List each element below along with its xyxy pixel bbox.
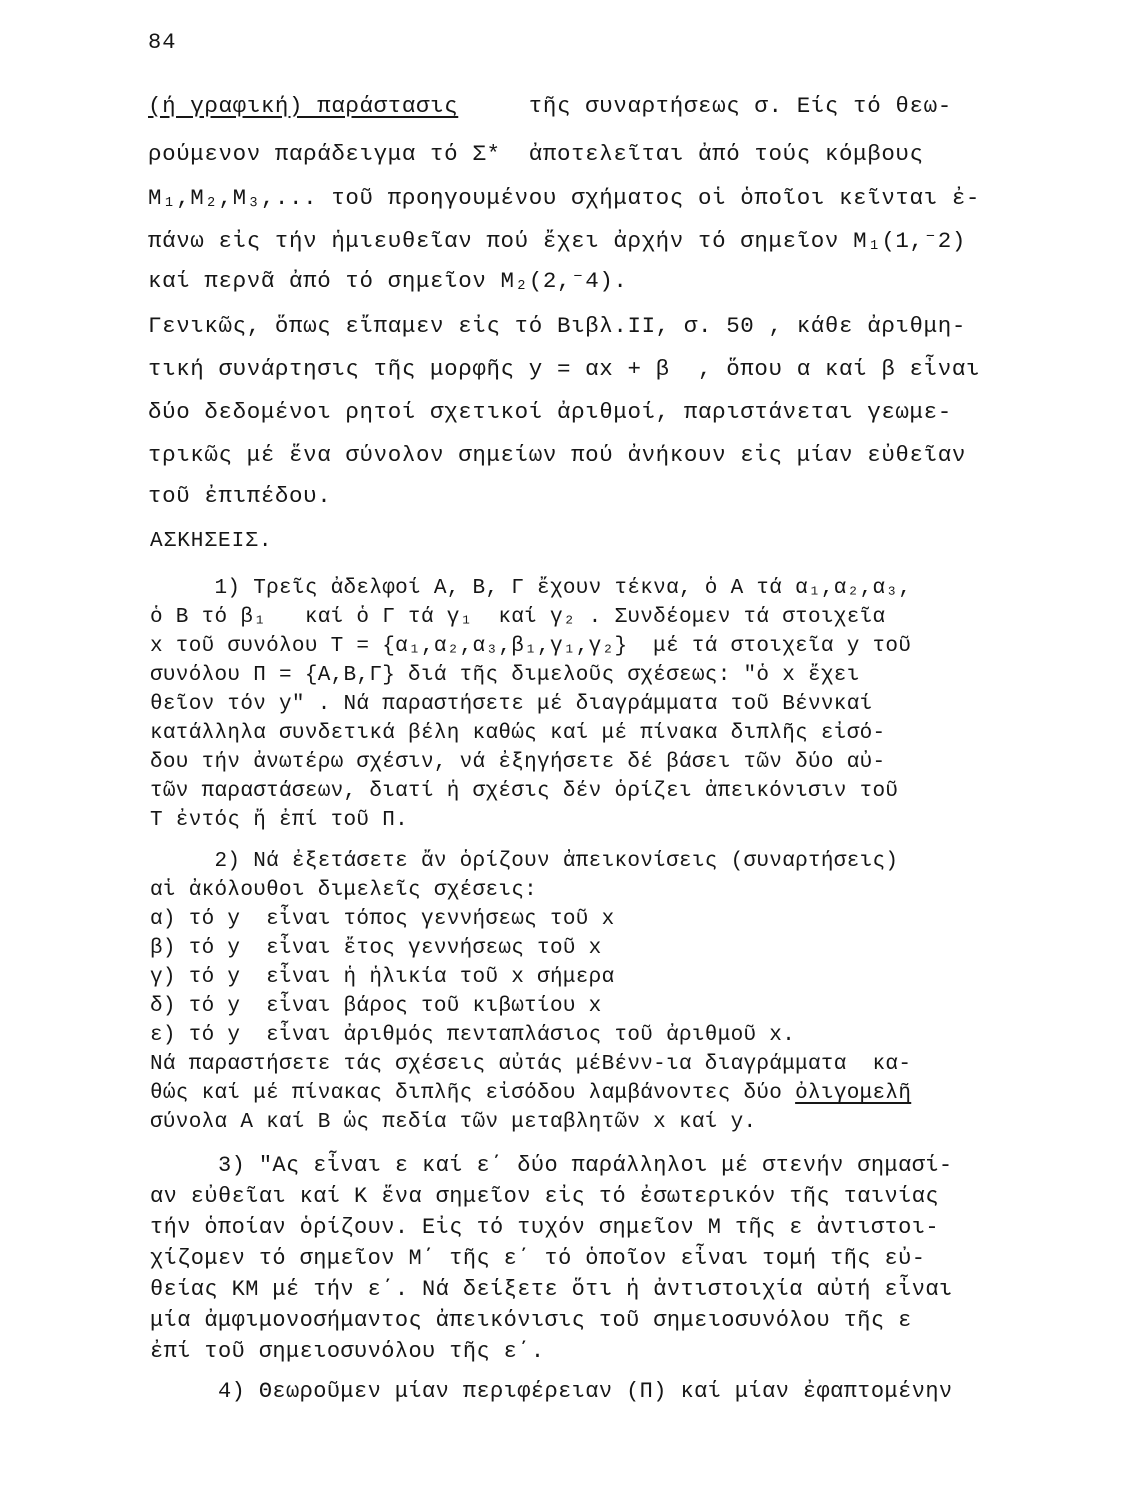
text-line: 1) Τρεῖς ἀδελφοί Α, Β, Γ ἔχουν τέκνα, ὁ Α τά α₁,α₂,α₃, — [150, 577, 912, 600]
text-line: τική συνάρτησις τῆς μορφῆς y = αx + β , ὅπου α καί β εἶναι — [148, 356, 981, 382]
text-line: x τοῦ συνόλου Τ = {α₁,α₂,α₃,β₁,γ₁,γ₂} μέ τά στοιχεῖα y τοῦ — [150, 635, 912, 658]
text-line: Γενικῶς, ὅπως εἴπαμεν εἰς τό Βιβλ.ΙΙ, σ. 50 , κάθε ἀριθμη- — [148, 313, 966, 339]
text-line: Τ ἐντός ἤ ἐπί τοῦ Π. — [150, 809, 409, 832]
text-line: πάνω εἰς τήν ἡμιευθεῖαν πού ἔχει ἀρχήν τό σημεῖον M₁(1,⁻2) — [148, 228, 966, 254]
underlined-word: ὀλιγομελῆ — [795, 1082, 912, 1105]
list-item: ε) τό y εἶναι ἀριθμός πενταπλάσιος τοῦ ἀριθμοῦ x. — [150, 1024, 796, 1047]
page-number: 84 — [148, 30, 177, 55]
text-line: ὁ Β τό β₁ καί ὁ Γ τά γ₁ καί γ₂ . Συνδέομεν τά στοιχεῖα — [150, 606, 886, 629]
text-line: Νά παραστήσετε τάς σχέσεις αὐτάς μέΒένν-ια διαγράμματα κα- — [150, 1053, 912, 1076]
list-item: γ) τό y εἶναι ἡ ἡλικία τοῦ x σήμερα — [150, 966, 615, 989]
text-line: θεῖον τόν y" . Νά παραστήσετε μέ διαγράμματα τοῦ Βέννκαί — [150, 693, 873, 716]
text-line: ἐπί τοῦ σημειοσυνόλου τῆς ε΄. — [150, 1339, 545, 1364]
text-line: δου τήν ἀνωτέρω σχέσιν, νά ἐξηγήσετε δέ βάσει τῶν δύο αὐ- — [150, 751, 886, 774]
list-item: δ) τό y εἶναι βάρος τοῦ κιβωτίου x — [150, 995, 602, 1018]
text-line: συνόλου Π = {Α,Β,Γ} διά τῆς διμελοῦς σχέσεως: "ὁ x ἔχει — [150, 664, 860, 687]
text-segment: θώς καί μέ πίνακας διπλῆς εἰσόδου λαμβάνοντες δύο — [150, 1082, 796, 1105]
text-line: τοῦ ἐπιπέδου. — [148, 483, 332, 509]
underlined-phrase: (ή γραφική) παράστασις — [148, 93, 459, 119]
text-line: 4) Θεωροῦμεν μίαν περιφέρειαν (Π) καί μίαν ἐφαπτομένην — [150, 1379, 953, 1404]
text-line: αἱ ἀκόλουθοι διμελεῖς σχέσεις: — [150, 879, 538, 902]
text-line: 2) Νά ἐξετάσετε ἄν ὁρίζουν ἀπεικονίσεις (συναρτήσεις) — [150, 850, 899, 873]
text-line: κατάλληλα συνδετικά βέλη καθώς καί μέ πίνακα διπλῆς εἰσό- — [150, 722, 886, 745]
text-line: 3) "Ας εἶναι ε καί ε΄ δύο παράλληλοι μέ στενήν σημασί- — [150, 1153, 953, 1178]
section-heading: ΑΣΚΗΣΕΙΣ. — [150, 530, 273, 553]
text-line: M₁,M₂,M₃,... τοῦ προηγουμένου σχήματος οἱ ὁποῖοι κεῖνται ἐ- — [148, 185, 981, 211]
list-item: α) τό y εἶναι τόπος γεννήσεως τοῦ x — [150, 908, 615, 931]
text-line: τῶν παραστάσεων, διατί ἡ σχέσις δέν ὁρίζει ἀπεικόνισιν τοῦ — [150, 780, 899, 803]
text-line: τρικῶς μέ ἕνα σύνολον σημείων πού ἀνήκουν εἰς μίαν εὐθεῖαν — [148, 442, 966, 468]
text-line: χίζομεν τό σημεῖον Μ΄ τῆς ε΄ τό ὁποῖον εἶναι τομή τῆς εὐ- — [150, 1246, 926, 1271]
text-line: σύνολα Α καί Β ὡς πεδία τῶν μεταβλητῶν x καί y. — [150, 1111, 757, 1134]
text-line: τήν ὁποίαν ὁρίζουν. Εἰς τό τυχόν σημεῖον Μ τῆς ε ἀντιστοι- — [150, 1215, 939, 1240]
text-line: ρούμενον παράδειγμα τό Σ* ἀποτελεῖται ἀπό τούς κόμβους — [148, 141, 924, 167]
text-line: καί περνᾶ ἀπό τό σημεῖον M₂(2,⁻4). — [148, 268, 628, 294]
text-line: θείας ΚΜ μέ τήν ε΄. Νά δείξετε ὅτι ἡ ἀντιστοιχία αὐτή εἶναι — [150, 1277, 953, 1302]
list-item: β) τό y εἶναι ἔτος γεννήσεως τοῦ x — [150, 937, 602, 960]
text-line: δύο δεδομένοι ρητοί σχετικοί ἀριθμοί, παριστάνεται γεωμε- — [148, 399, 952, 425]
text-segment: τῆς συναρτήσεως σ. Είς τό θεω- — [528, 93, 952, 119]
text-line — [150, 1080, 911, 1108]
text-line: αν εὐθεῖαι καί Κ ἕνα σημεῖον εἰς τό ἐσωτερικόν τῆς ταινίας — [150, 1184, 939, 1209]
text-line — [148, 92, 952, 120]
text-line: μία ἀμφιμονοσήμαντος ἀπεικόνισις τοῦ σημειοσυνόλου τῆς ε — [150, 1308, 912, 1333]
